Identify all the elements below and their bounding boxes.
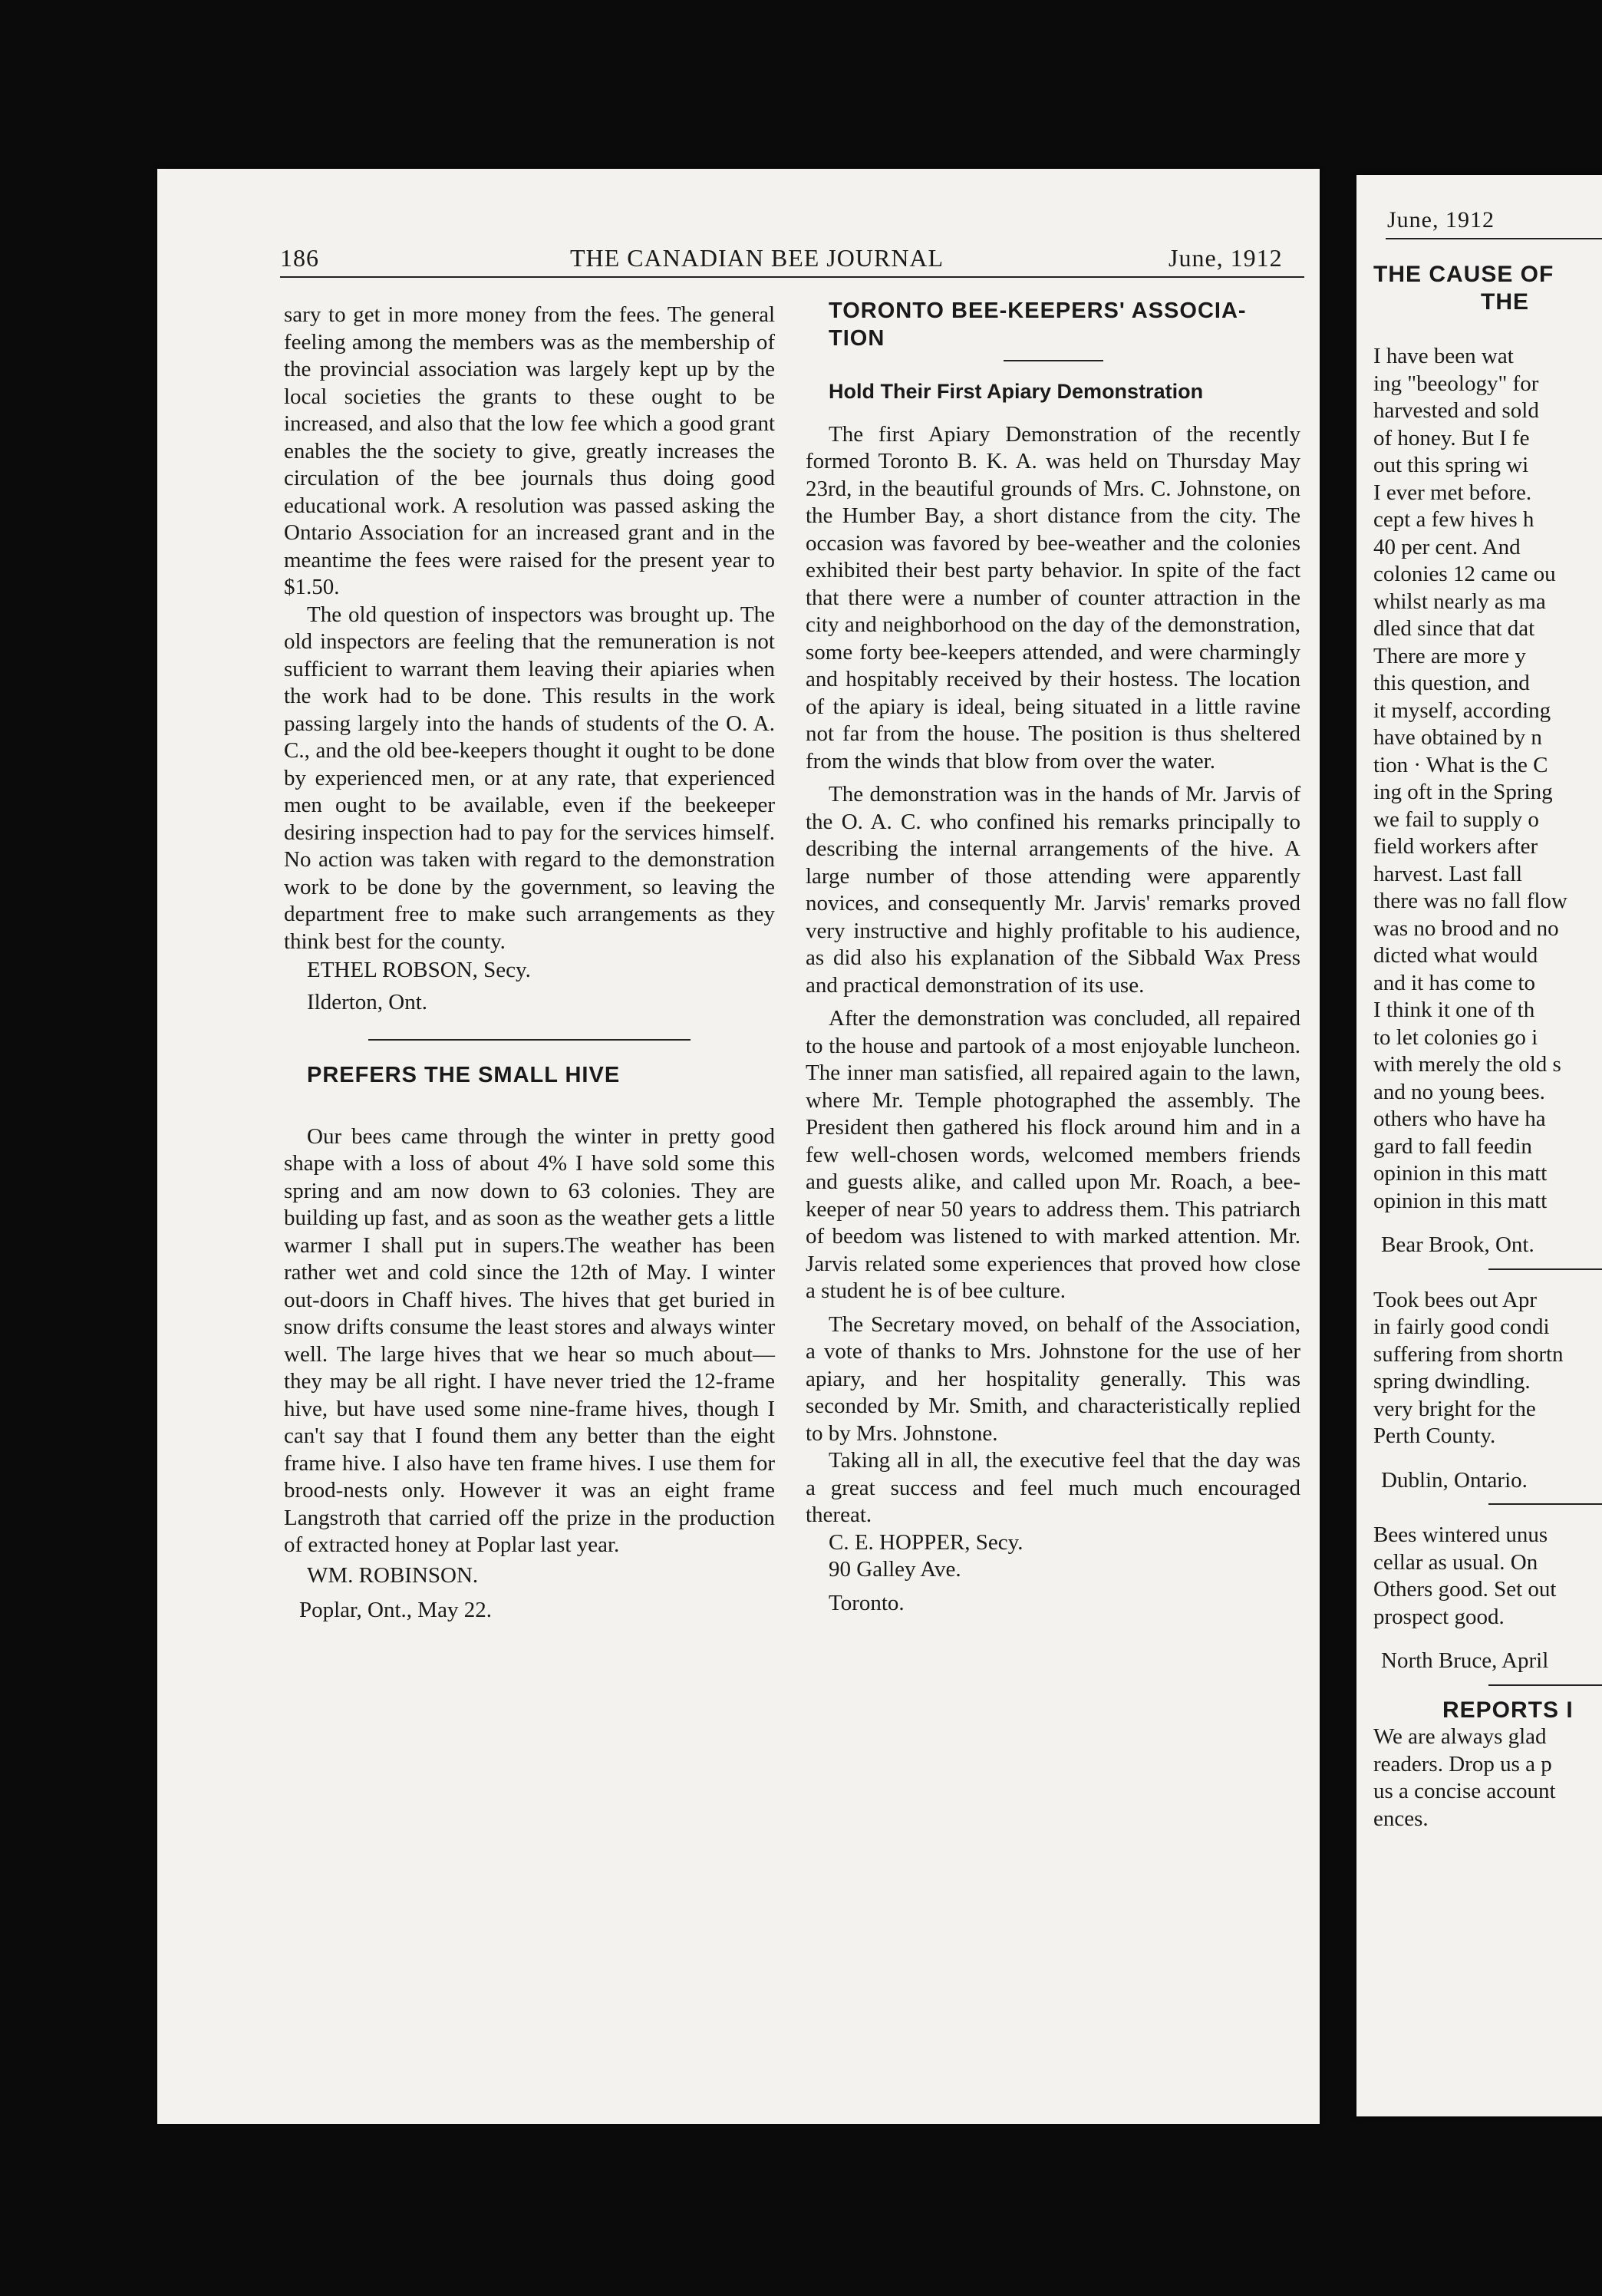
text-line: ing oft in the Spring bbox=[1373, 780, 1553, 804]
text-line: 40 per cent. And bbox=[1373, 534, 1521, 559]
text-line: prospect good. bbox=[1373, 1604, 1505, 1629]
section-rule bbox=[1004, 360, 1103, 361]
text-line: have obtained by n bbox=[1373, 725, 1542, 750]
column-right bbox=[806, 298, 1300, 1617]
text-line: suffering from shortn bbox=[1373, 1341, 1564, 1367]
text-line: opinion in this matt bbox=[1373, 1161, 1548, 1186]
text-line: opinion in this matt bbox=[1373, 1188, 1548, 1213]
page-number: 186 bbox=[280, 244, 319, 272]
text-line: ences. bbox=[1373, 1806, 1429, 1831]
text-line: dicted what would bbox=[1373, 943, 1538, 968]
text-line: I ever met before. bbox=[1373, 480, 1532, 505]
text-line: field workers after bbox=[1373, 834, 1538, 859]
column-partial bbox=[1373, 261, 1602, 1833]
paragraph: Taking all in all, the executive feel that the day was a great success and feel much much encouraged thereat. bbox=[806, 1448, 1300, 1527]
text-line: it myself, according bbox=[1373, 698, 1551, 723]
paragraph: The first Apiary Demonstration of the recently formed Toronto B. K. A. was held on Thursday May 23rd, in the beautiful grounds of Mrs. C. Johnstone, on the Humber Bay, a short distance from the city. The occasion was favored by bee-weather and the colonies exhibited their best party behavior. In spite of the fact that there were a number of counter attraction in the city and neighborhood on the day of the demonstration, some forty bee-keepers attended, and were charmingly and hospitably received by their hostess. The location of the apiary is ideal, being situated in a little ravine not far from the house. The position is thus sheltered from the winds that blow from over the water. bbox=[806, 421, 1300, 774]
text-line: was no brood and no bbox=[1373, 915, 1559, 941]
journal-page-partial bbox=[1356, 175, 1602, 2116]
text-line: of honey. But I fe bbox=[1373, 425, 1530, 450]
article-heading: THE bbox=[1481, 289, 1529, 315]
article-heading: THE CAUSE OF bbox=[1373, 262, 1554, 287]
column-left bbox=[284, 302, 775, 1625]
dateline: Bear Brook, Ont. bbox=[1381, 1232, 1534, 1257]
text-line: cellar as usual. On bbox=[1373, 1549, 1538, 1575]
text-line: Others good. Set out bbox=[1373, 1577, 1557, 1602]
paragraph: The Secretary moved, on behalf of the Association, a vote of thanks to Mrs. Johnstone for the use of her apiary, and her hospitality generally. This was seconded by Mr. Smith, and characteristically replied to by Mrs. Johnstone. bbox=[806, 1311, 1300, 1446]
text-line: with merely the old s bbox=[1373, 1052, 1561, 1077]
text-line: I think it one of th bbox=[1373, 998, 1535, 1022]
text-line: whilst nearly as ma bbox=[1373, 589, 1546, 614]
article-subheading: Hold Their First Apiary Demonstration bbox=[829, 380, 1204, 403]
text-line: We are always glad bbox=[1373, 1724, 1547, 1749]
signature: WM. ROBINSON. bbox=[307, 1562, 479, 1588]
text-line: there was no fall flow bbox=[1373, 889, 1567, 913]
text-line: dled since that dat bbox=[1373, 616, 1535, 641]
text-line: harvest. Last fall bbox=[1373, 861, 1523, 886]
paragraph: The old question of inspectors was brought up. The old inspectors are feeling that the remuneration is not sufficient to warrant them leaving their apiaries when the work had to be done. This results in the work passing largely into the hands of students of the O. A. C., and the old bee-keepers thought it ought to be done by experienced men, or at any rate, that experienced men ought to be available, even if the beekeeper desiring inspection had to pay for the services himself. No action was taken with regard to the demonstration work to be done by the government, so leaving the department free to make such arrangements as they think best for the county. bbox=[284, 602, 775, 954]
text-line: Bees wintered unus bbox=[1373, 1522, 1548, 1547]
text-line: gard to fall feedin bbox=[1373, 1133, 1532, 1159]
text-line: I have been wat bbox=[1373, 344, 1514, 368]
section-rule bbox=[1488, 1259, 1602, 1270]
paragraph: sary to get in more money from the fees. The general feeling among the members was as the membership of the provincial association was largely kept up by the local societies the grants to these ought to be increased, and also that the low fee which a good grant enables the the society to give, greatly increases the circulation of the bee journals thus doing good educational work. A resolution was passed asking the Ontario Association for an increased grant and in the meantime the fees were raised for the present year to $1.50. bbox=[284, 302, 775, 599]
text-line: spring dwindling. bbox=[1373, 1369, 1531, 1394]
signature: C. E. HOPPER, Secy. bbox=[829, 1529, 1024, 1555]
text-line: this question, and bbox=[1373, 671, 1530, 695]
section-rule bbox=[1488, 1675, 1602, 1686]
text-line: Perth County. bbox=[1373, 1423, 1496, 1448]
text-line: colonies 12 came ou bbox=[1373, 562, 1556, 586]
article-heading: TORONTO BEE-KEEPERS' ASSOCIA- bbox=[829, 299, 1247, 323]
dateline: Poplar, Ont., May 22. bbox=[299, 1598, 492, 1622]
journal-title: THE CANADIAN BEE JOURNAL bbox=[570, 244, 944, 272]
paragraph: The demonstration was in the hands of Mr. Jarvis of the O. A. C. who confined his remarks principally to describing the internal arrangements of the hive. A large number of those attending were apparently novices, and consequently Mr. Jarvis' remarks proved very instructive and highly profitable to his audience, as did also his explanation of the Sibbald Wax Press and practical demonstration of its use. bbox=[806, 782, 1300, 998]
section-rule bbox=[1488, 1494, 1602, 1505]
text-line: we fail to supply o bbox=[1373, 807, 1539, 832]
article-heading: REPORTS I bbox=[1442, 1697, 1574, 1723]
issue-date: June, 1912 bbox=[1387, 207, 1495, 233]
text-line: ing "beeology" for bbox=[1373, 371, 1539, 396]
text-line: and it has come to bbox=[1373, 970, 1536, 995]
header-rule bbox=[1386, 238, 1602, 239]
article-heading: PREFERS THE SMALL HIVE bbox=[307, 1063, 621, 1087]
signature: ETHEL ROBSON, Secy. bbox=[307, 958, 531, 982]
text-line: very bright for the bbox=[1373, 1396, 1536, 1421]
article-heading: TION bbox=[829, 325, 885, 351]
text-line: in fairly good condi bbox=[1373, 1315, 1550, 1339]
text-line: to let colonies go i bbox=[1373, 1024, 1538, 1050]
header-rule bbox=[280, 276, 1304, 278]
dateline: Ilderton, Ont. bbox=[307, 989, 428, 1014]
dateline: North Bruce, April bbox=[1381, 1648, 1549, 1673]
text-line: harvested and sold bbox=[1373, 398, 1539, 423]
text-line: tion · What is the C bbox=[1373, 752, 1548, 777]
paragraph: Our bees came through the winter in pretty good shape with a loss of about 4% I have sold some this spring and am now down to 63 colonies. They are building up fast, and as soon as the weather gets a little warmer I shall put in supers.The weather has been rather wet and cold since the 12th of May. I winter out-doors in Chaff hives. The hives that get buried in snow drifts consume the least stores and always winter well. The large hives that we hear so much about—they may be all right. I have never tried the 12-frame hive, but have used some nine-frame hives, though I can't say that I found them any better than the eight frame hive. I also have ten frame hives. I use them for brood-nests only. However it was an eight frame Langstroth that carried off the prize in the production of extracted honey at Poplar last year. bbox=[284, 1123, 775, 1557]
text-line: out this spring wi bbox=[1373, 453, 1529, 477]
section-rule bbox=[368, 1039, 691, 1041]
text-line: and no young bees. bbox=[1373, 1079, 1545, 1104]
text-line: others who have ha bbox=[1373, 1107, 1546, 1131]
dateline: Dublin, Ontario. bbox=[1381, 1467, 1528, 1493]
journal-page-186 bbox=[157, 169, 1320, 2124]
issue-date: June, 1912 bbox=[1169, 244, 1283, 272]
text-line: Took bees out Apr bbox=[1373, 1287, 1538, 1312]
text-line: us a concise account bbox=[1373, 1779, 1556, 1803]
text-line: cept a few hives h bbox=[1373, 507, 1534, 532]
text-line: readers. Drop us a p bbox=[1373, 1751, 1552, 1776]
signature-address: 90 Galley Ave. bbox=[829, 1557, 961, 1582]
dateline: Toronto. bbox=[829, 1590, 905, 1615]
paragraph: After the demonstration was concluded, all repaired to the house and partook of a most enjoyable luncheon. The inner man satisfied, all repaired again to the lawn, where Mr. Temple photographed the assembly. The President then gathered his flock around him and in a few well-chosen words, welcomed members friends and guests alike, and called upon Mr. Roach, a bee-keeper of near 50 years to address them. This patriarch of beedom was listened to with marked attention. Mr. Jarvis related some experiences that proved how close a student he is of bee culture. bbox=[806, 1006, 1300, 1303]
text-line: There are more y bbox=[1373, 643, 1526, 668]
